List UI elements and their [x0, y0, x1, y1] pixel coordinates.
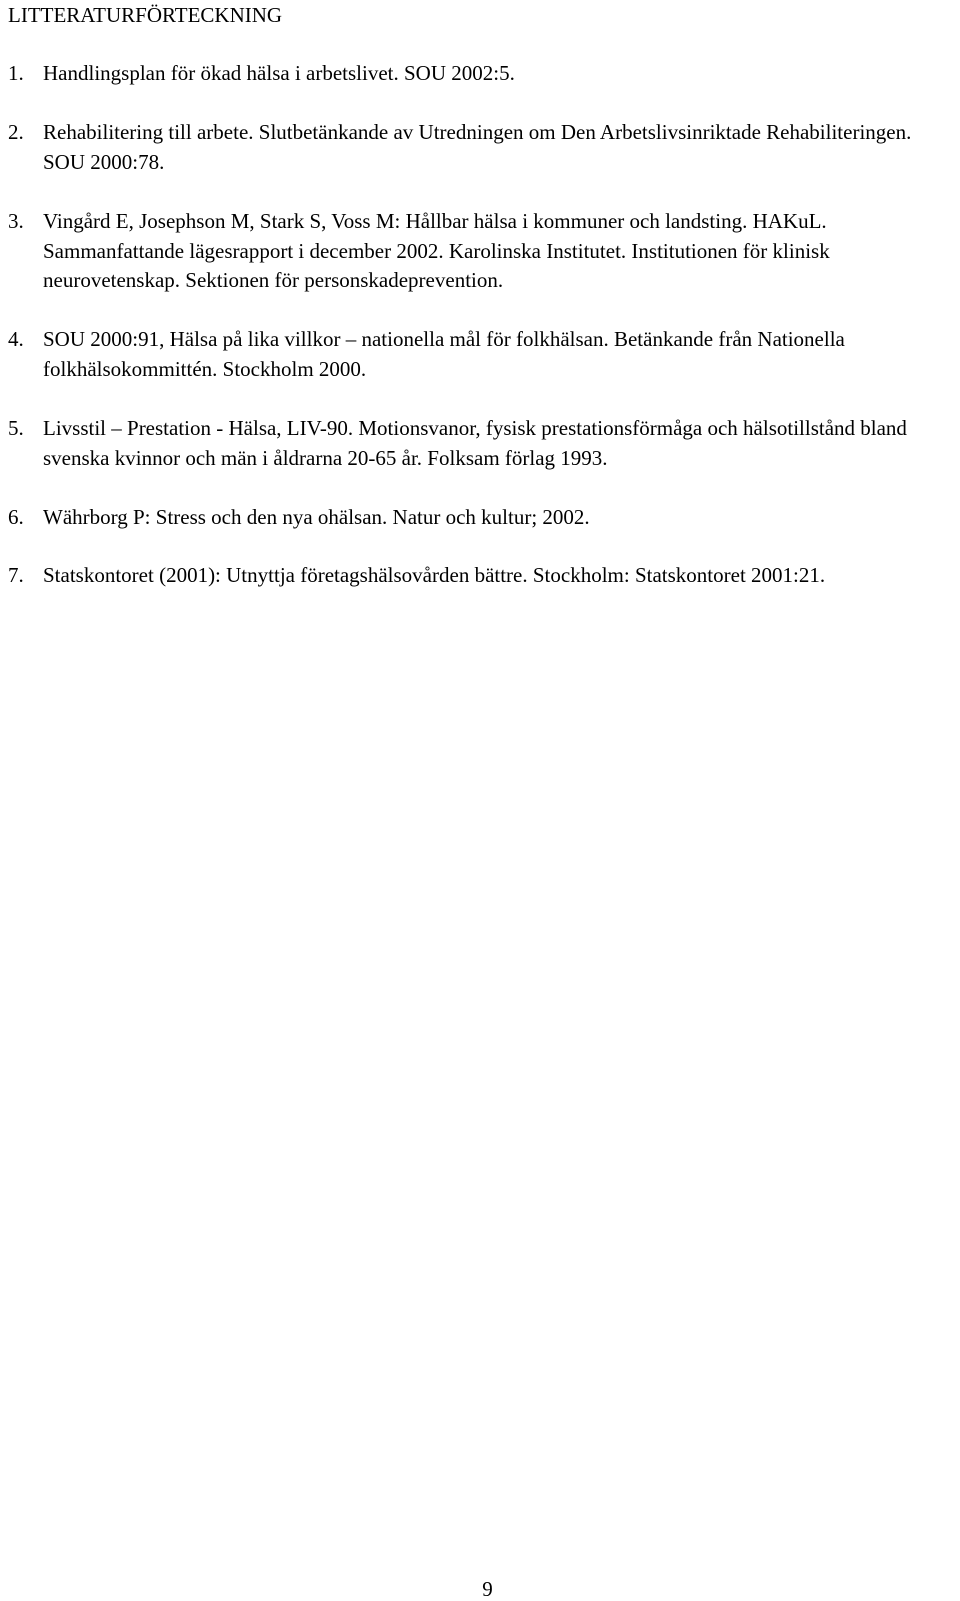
reference-text: Währborg P: Stress och den nya ohälsan. Natur och kultur; 2002.	[43, 505, 590, 529]
reference-text: SOU 2000:91, Hälsa på lika villkor – nationella mål för folkhälsan. Betänkande från Nationella folkhälsokommittén. Stockholm 2000.	[43, 327, 845, 381]
reference-text: Handlingsplan för ökad hälsa i arbetslivet. SOU 2002:5.	[43, 61, 515, 85]
reference-number: 4.	[8, 327, 24, 351]
reference-number: 7.	[8, 563, 24, 587]
reference-number: 5.	[8, 416, 24, 440]
reference-item-6	[8, 503, 953, 533]
reference-item-2	[8, 118, 953, 177]
reference-text: Statskontoret (2001): Utnyttja företagshälsovården bättre. Stockholm: Statskontoret 2001:21.	[43, 563, 826, 587]
reference-text: Vingård E, Josephson M, Stark S, Voss M: Hållbar hälsa i kommuner och landsting. HAKuL. Sammanfattande lägesrapport i december 2002. Karolinska Institutet. Institutionen för klinisk neurovetenskap. Sektionen för personskadeprevention.	[43, 209, 830, 292]
reference-item-4	[8, 325, 953, 384]
reference-number: 6.	[8, 505, 24, 529]
reference-item-5	[8, 414, 953, 473]
reference-number: 2.	[8, 120, 24, 144]
reference-number: 3.	[8, 209, 24, 233]
page-number: 9	[482, 1577, 493, 1601]
reference-item-7	[8, 561, 953, 591]
reference-item-1	[8, 59, 953, 89]
reference-number: 1.	[8, 61, 24, 85]
reference-text: Livsstil – Prestation - Hälsa, LIV-90. Motionsvanor, fysisk prestationsförmåga och hälsotillstånd bland svenska kvinnor och män i åldrarna 20-65 år. Folksam förlag 1993.	[43, 416, 907, 470]
reference-item-3	[8, 207, 953, 296]
page-title: LITTERATURFÖRTECKNING	[8, 3, 283, 27]
reference-text: Rehabilitering till arbete. Slutbetänkande av Utredningen om Den Arbetslivsinriktade Rehabiliteringen. SOU 2000:78.	[43, 120, 912, 174]
